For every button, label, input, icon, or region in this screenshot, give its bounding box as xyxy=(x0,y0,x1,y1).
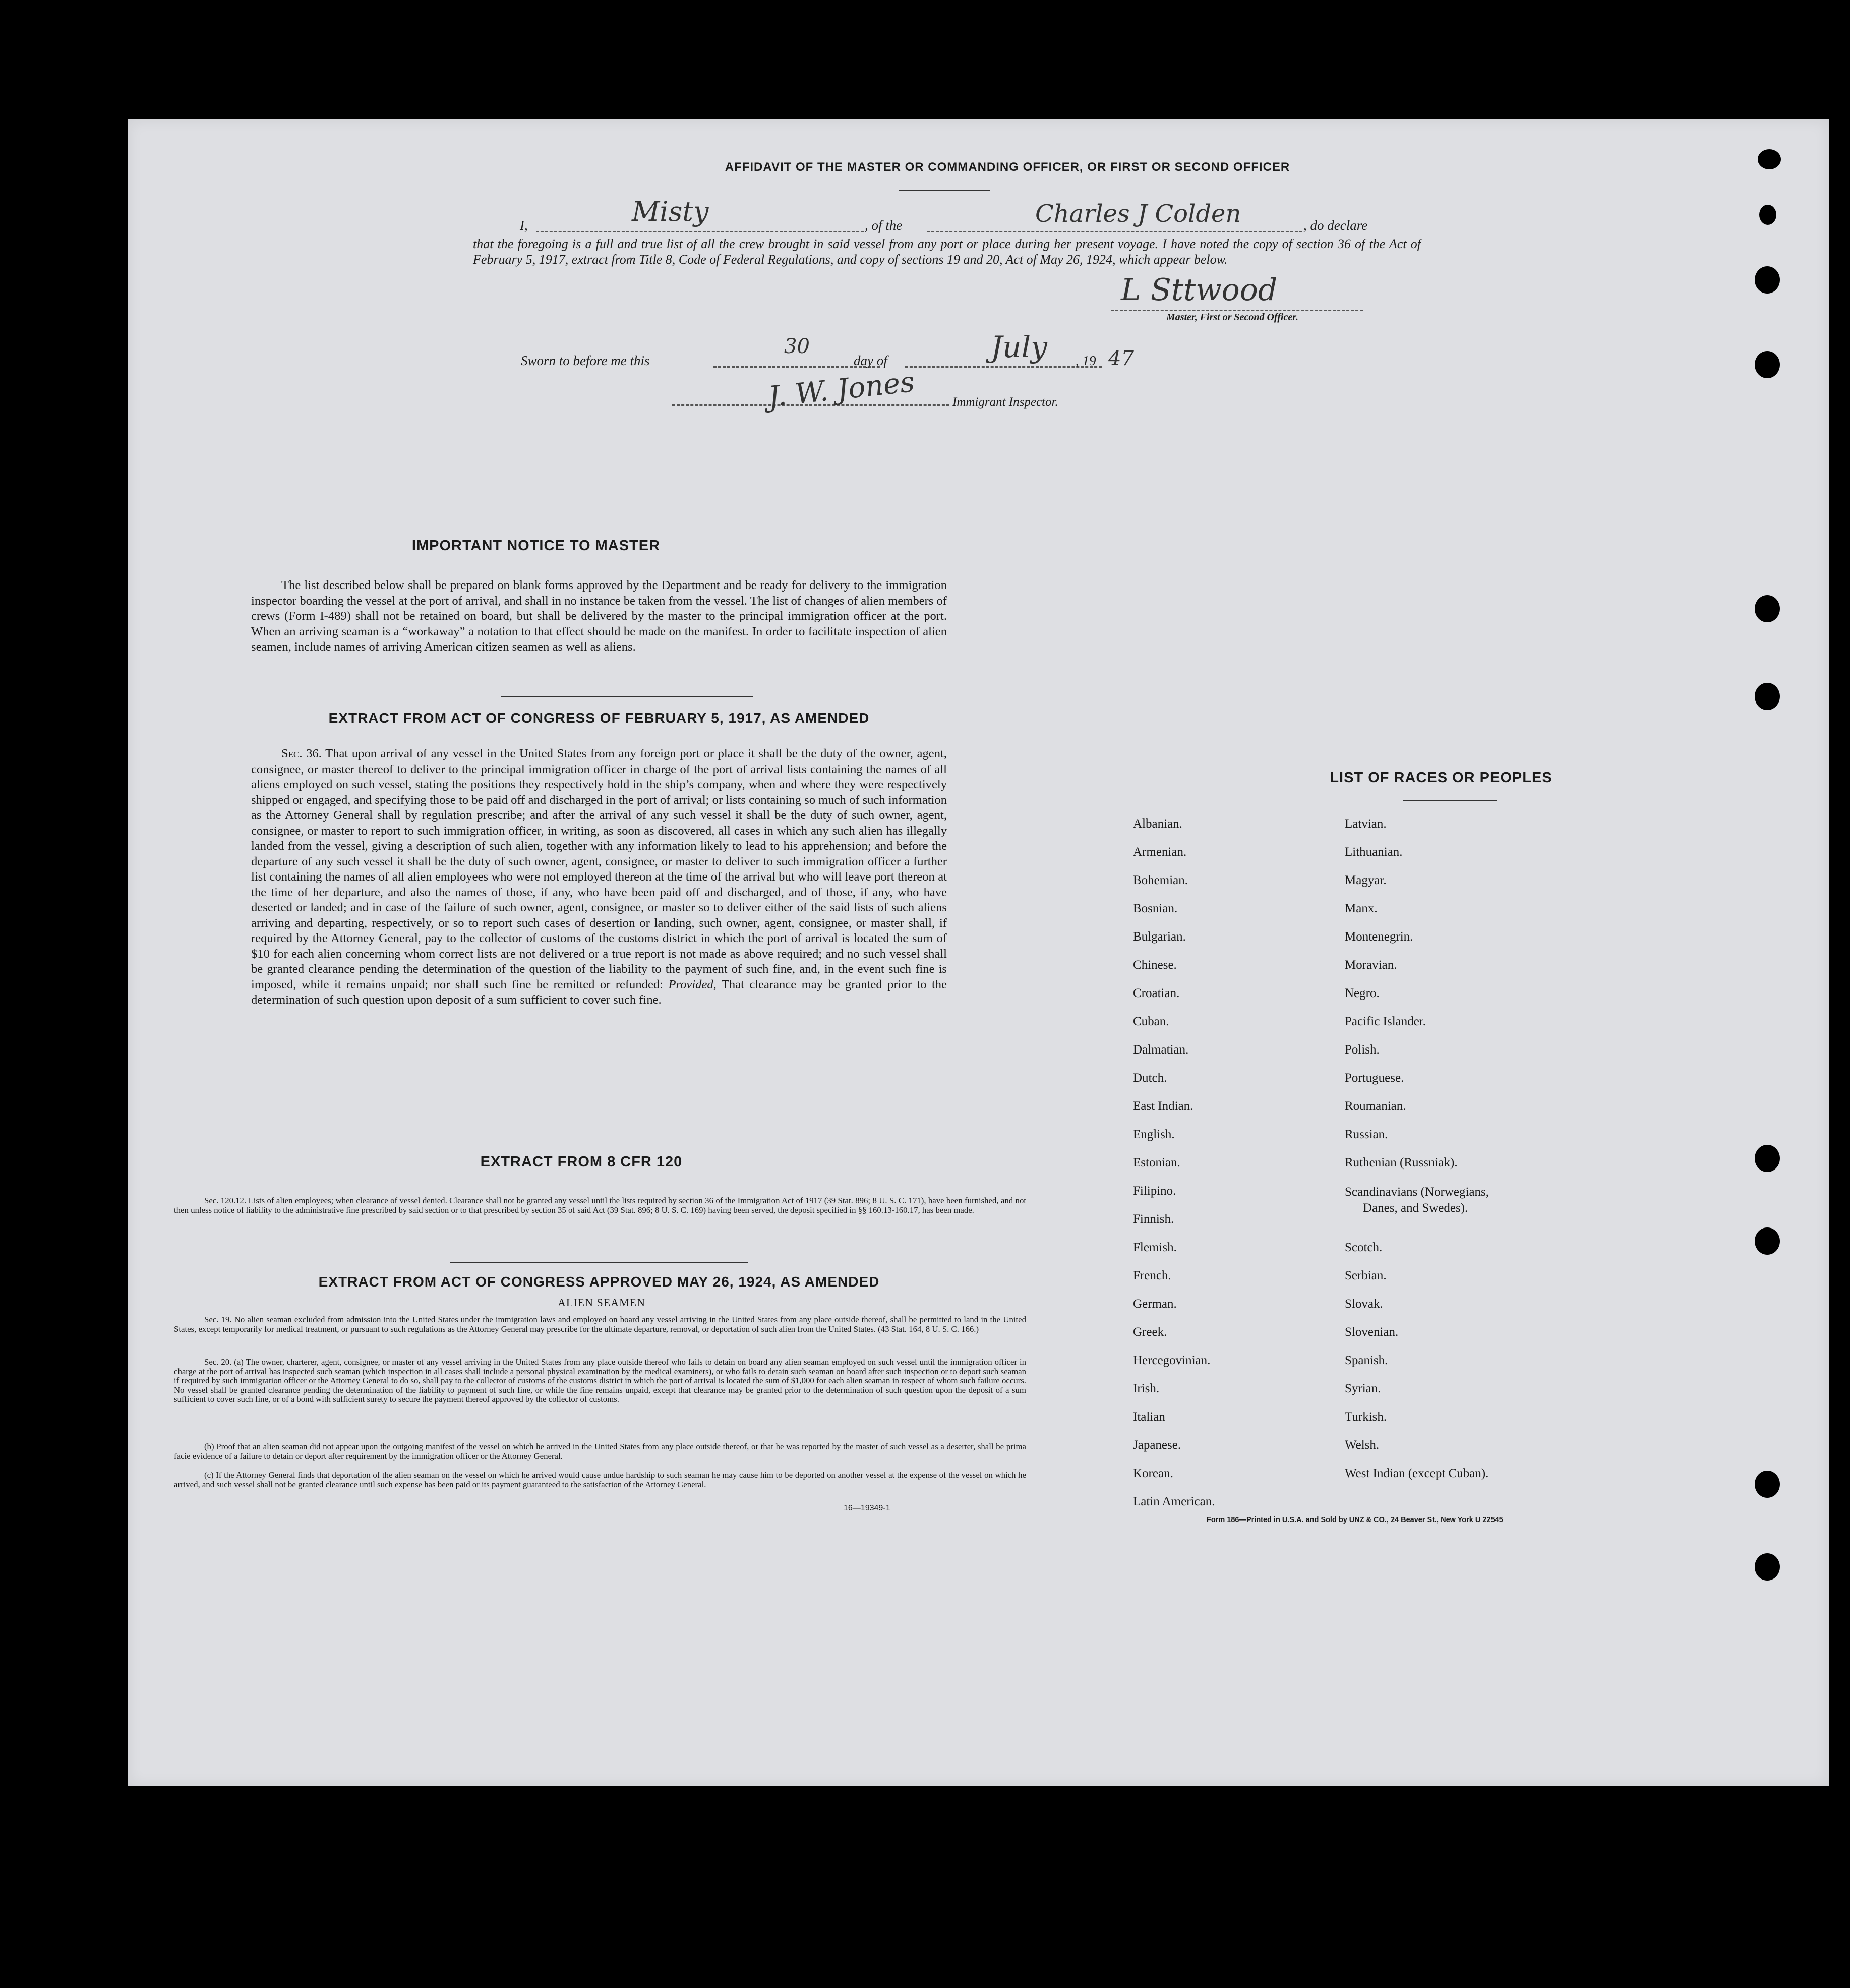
race-left-item: Japanese. xyxy=(1133,1438,1181,1452)
binder-hole-mark xyxy=(1758,149,1781,169)
binder-hole-mark xyxy=(1759,205,1776,225)
sec20a-text: Sec. 20. (a) The owner, charterer, agent, consignee, or master of any vessel arriving in the United States from any place outside thereof who fails to detain on board any alien seaman employed on such vessel until the immigration officer in charge at the port of arrival has inspected such seaman (which inspection in all cases shall include a personal physical examination by the medical examiners), or who fails to detain such seaman on board after such inspection or to deport such seaman if required by such immigration officer or the Attorney General to do so, shall pay to the collector of customs of the customs district in which the port of arrival is located the sum of $1,000 for each alien seaman in respect of whom such failure occurs. No vessel shall be granted clearance pending the determination of the liability to payment of such fine, or while the fine remains unpaid, except that clearance may be granted prior to the determination of such question upon the deposit of a sum sufficient to cover such fine, or of a bond with sufficient surety to secure the payment thereof approved by the collector of customs. xyxy=(174,1357,1026,1405)
race-left-item: Greek. xyxy=(1133,1325,1167,1339)
sec20b-text: (b) Proof that an alien seaman did not appear upon the outgoing manifest of the vessel on which he arrived in the United States from any place outside thereof, or that he was reported by the master of such vessel as a deserter, shall be prima facie evidence of a failure to detain or deport after requirement by the immigration officer or the Attorney General. xyxy=(174,1442,1026,1461)
sec36-text xyxy=(251,746,947,1008)
printer-footer: Form 186—Printed in U.S.A. and Sold by UNZ & CO., 24 Beaver St., New York U 22545 xyxy=(1207,1516,1503,1524)
race-right-item: Scotch. xyxy=(1345,1241,1383,1254)
inspector-signature: J. W. Jones xyxy=(766,365,916,414)
binder-hole-mark xyxy=(1755,683,1780,710)
extract-1924-title: EXTRACT FROM ACT OF CONGRESS APPROVED MAY 26, 1924, AS AMENDED xyxy=(318,1274,880,1290)
race-right-item: Lithuanian. xyxy=(1345,845,1403,859)
race-left-item: East Indian. xyxy=(1133,1099,1193,1113)
race-right-item: Moravian. xyxy=(1345,958,1397,972)
binder-hole-mark xyxy=(1755,1145,1780,1172)
race-right-item: Slovenian. xyxy=(1345,1325,1399,1339)
race-left-item: Bulgarian. xyxy=(1133,930,1186,944)
race-left-item: Dutch. xyxy=(1133,1071,1167,1085)
affidavit-title: AFFIDAVIT OF THE MASTER OR COMMANDING OFFICER, OR FIRST OR SECOND OFFICER xyxy=(725,160,1290,174)
race-left-item: Albanian. xyxy=(1133,817,1182,831)
race-left-item: Chinese. xyxy=(1133,958,1177,972)
race-left-item: Finnish. xyxy=(1133,1212,1174,1226)
affidavit-body: that the foregoing is a full and true list of all the crew brought in said vessel from any port or place during her present voyage. I have noted the copy of section 36 of the Act of February 5, 1917, extract from Title 8, Code of Federal Regulations, and copy of sections 19 and 20, Act of May 26, 1924, which appear below. xyxy=(473,237,1421,267)
binder-hole-mark xyxy=(1755,595,1780,622)
binder-hole-mark xyxy=(1755,1471,1780,1498)
binder-hole-mark xyxy=(1755,1553,1780,1581)
race-left-item: Irish. xyxy=(1133,1382,1160,1395)
sworn-year-handwritten: 47 xyxy=(1108,347,1134,370)
race-left-item: Bosnian. xyxy=(1133,902,1178,915)
vessel-line xyxy=(927,231,1302,232)
race-left-item: Latin American. xyxy=(1133,1495,1215,1508)
race-right-item: Montenegrin. xyxy=(1345,930,1413,944)
name-line xyxy=(536,231,864,232)
binder-hole-mark xyxy=(1755,351,1780,378)
day-of-label: day of xyxy=(854,353,887,368)
sworn-prefix: Sworn to before me this xyxy=(521,353,650,368)
declarant-prefix: I, xyxy=(520,218,528,233)
extract-1917-title: EXTRACT FROM ACT OF CONGRESS OF FEBRUARY 5, 1917, AS AMENDED xyxy=(328,710,870,726)
sec20c-text: (c) If the Attorney General finds that deportation of the alien seaman on the vessel on which he arrived would cause undue hardship to such seaman he may cause him to be deported on another vessel at the expense of the vessel on which he arrived, and such vessel shall not be granted clearance until such expense has been paid or its payment guaranteed to the satisfaction of the Attorney General. xyxy=(174,1470,1026,1489)
race-left-item: German. xyxy=(1133,1297,1177,1311)
race-right-item: Negro. xyxy=(1345,986,1380,1000)
month-line xyxy=(905,366,1102,368)
sec36-provided: Provided, xyxy=(668,977,717,991)
race-left-item: Hercegovinian. xyxy=(1133,1354,1211,1367)
race-right-item: Slovak. xyxy=(1345,1297,1383,1311)
races-divider xyxy=(1403,800,1497,801)
document-page xyxy=(128,119,1829,1786)
race-right-item: Polish. xyxy=(1345,1043,1380,1057)
race-right-item: Ruthenian (Russniak). xyxy=(1345,1156,1458,1170)
race-left-item: Dalmatian. xyxy=(1133,1043,1189,1057)
race-left-item: Korean. xyxy=(1133,1467,1173,1480)
form-code: 16—19349-1 xyxy=(844,1504,890,1512)
signature-line xyxy=(1111,310,1363,311)
race-right-item: Russian. xyxy=(1345,1128,1388,1141)
alien-seamen-subtitle: ALIEN SEAMEN xyxy=(558,1296,645,1309)
sec36-label: Sec. 36. xyxy=(281,747,322,761)
title-divider xyxy=(899,190,990,191)
race-left-item: French. xyxy=(1133,1269,1171,1282)
race-right-item: Manx. xyxy=(1345,902,1378,915)
master-label: Master, First or Second Officer. xyxy=(1166,312,1298,323)
race-right-item: Danes, and Swedes). xyxy=(1363,1201,1468,1215)
races-title: LIST OF RACES OR PEOPLES xyxy=(1330,770,1553,786)
race-right-item: Latvian. xyxy=(1345,817,1387,831)
race-right-item: Spanish. xyxy=(1345,1354,1388,1367)
sec36-body-end: That clearance may be granted prior to the determination of such question upon deposit of a sum sufficient to cover such fine. xyxy=(251,977,947,1007)
race-left-item: Croatian. xyxy=(1133,986,1180,1000)
inspector-label: Immigrant Inspector. xyxy=(952,395,1058,409)
race-right-item: Portuguese. xyxy=(1345,1071,1404,1085)
sec36-body: That upon arrival of any vessel in the United States from any foreign port or place it shall be the duty of the owner, agent, consignee, or master thereof to deliver to the principal immigration officer in charge of the port of arrival lists containing the names of all aliens employed on such vessel, stating the positions they respectively hold in the ship’s company, when and where they were respectively shipped or engaged, and specifying those to be paid off and discharged in the port of arrival; or lists containing so much of such information as the Attorney General shall by regulation prescribe; and after the arrival of any such vessel it shall be the duty of such owner, agent, consignee, or master to report to such immigration officer, in writing, as soon as discovered, all cases in which any such alien has illegally landed from the vessel, giving a description of such alien, together with any information likely to lead to his apprehension; and before the departure of any such vessel it shall be the duty of such owner, agent, consignee, or master to deliver to such immigration officer a further list containing the names of all alien employees who were not employed thereon at the time of the arrival but who will leave port thereon at the time of her departure, and also the names of those, if any, who have been paid off and discharged, and of those, if any, who have deserted or landed; and in case of the failure of such owner, agent, consignee, or master so to deliver either of the said lists of such aliens arriving and departing, respectively, or so to report such cases of desertion or landing, such owner, agent, consignee, or master shall, if required by the Attorney General, pay to the collector of customs of the customs district in which the port of arrival is located the sum of $10 for each alien concerning whom correct lists are not delivered or a true report is not made as above required; and no such vessel shall be granted clearance pending the determination of the question of the liability to the payment of such fine, and, in the event such fine is imposed, while it remains unpaid; nor shall such fine be remitted or refunded: xyxy=(251,747,947,991)
sec19-text: Sec. 19. No alien seaman excluded from admission into the United States under the immigration laws and employed on board any vessel arriving in the United States from any place outside thereof, shall be permitted to land in the United States, except temporarily for medical treatment, or pursuant to such regulations as the Attorney General may prescribe for the ultimate departure, removal, or deportation of such alien from the United States. (43 Stat. 164, 8 U. S. C. 166.) xyxy=(174,1315,1026,1334)
sworn-month-handwritten: July xyxy=(991,330,1047,364)
master-signature: L Sttwood xyxy=(1121,272,1278,308)
cfr-text: Sec. 120.12. Lists of alien employees; when clearance of vessel denied. Clearance shall not be granted any vessel until the lists required by section 36 of the Immigration Act of 1917 (39 Stat. 896; 8 U. S. C. 171), have been furnished, and not then unless notice of liability to the administrative fine prescribed by said section or to that prescribed by section 35 of said Act (39 Stat. 896; 8 U. S. C. 169) having been served, the deposit specified in §§ 160.13-160.17, has been made. xyxy=(174,1196,1026,1215)
year-prefix: , 19 xyxy=(1076,353,1096,368)
race-left-item: Italian xyxy=(1133,1410,1165,1424)
notice-text: The list described below shall be prepared on blank forms approved by the Department and be ready for delivery to the immigration inspector boarding the vessel at the port of arrival, and shall in no instance be taken from the vessel. The list of changes of alien members of crews (Form I-489) shall not be retained on board, but shall be delivered by the master to the principal immigration officer at the port. When an arriving seaman is a “workaway” a notation to that effect should be made on the manifest. In order to facilitate inspection of alien seamen, include names of arriving American citizen seamen as well as aliens. xyxy=(251,578,947,654)
cfr-divider xyxy=(450,1262,748,1263)
race-left-item: English. xyxy=(1133,1128,1175,1141)
declare-suffix: , do declare xyxy=(1303,218,1368,233)
race-left-item: Filipino. xyxy=(1133,1184,1176,1198)
race-right-item: Syrian. xyxy=(1345,1382,1381,1395)
race-right-item: Magyar. xyxy=(1345,873,1387,887)
race-right-item: Scandinavians (Norwegians, xyxy=(1345,1185,1489,1199)
race-right-item: Turkish. xyxy=(1345,1410,1387,1424)
race-left-item: Flemish. xyxy=(1133,1241,1177,1254)
race-left-item: Bohemian. xyxy=(1133,873,1188,887)
race-right-item: Roumanian. xyxy=(1345,1099,1406,1113)
notice-divider xyxy=(501,696,753,697)
race-right-item: Serbian. xyxy=(1345,1269,1387,1282)
race-right-item: Pacific Islander. xyxy=(1345,1015,1426,1028)
binder-hole-mark xyxy=(1755,1227,1780,1255)
race-right-item: Welsh. xyxy=(1345,1438,1380,1452)
race-left-item: Estonian. xyxy=(1133,1156,1180,1170)
race-left-item: Cuban. xyxy=(1133,1015,1169,1028)
vessel-prefix: , of the xyxy=(865,218,903,233)
race-right-item: West Indian (except Cuban). xyxy=(1345,1467,1489,1480)
binder-hole-mark xyxy=(1755,266,1780,294)
vessel-name-handwritten: Charles J Colden xyxy=(1035,200,1241,228)
declarant-name-handwritten: Misty xyxy=(632,196,709,227)
notice-title: IMPORTANT NOTICE TO MASTER xyxy=(411,538,661,554)
cfr-title: EXTRACT FROM 8 CFR 120 xyxy=(480,1154,683,1170)
race-left-item: Armenian. xyxy=(1133,845,1187,859)
sworn-day-handwritten: 30 xyxy=(784,335,810,358)
